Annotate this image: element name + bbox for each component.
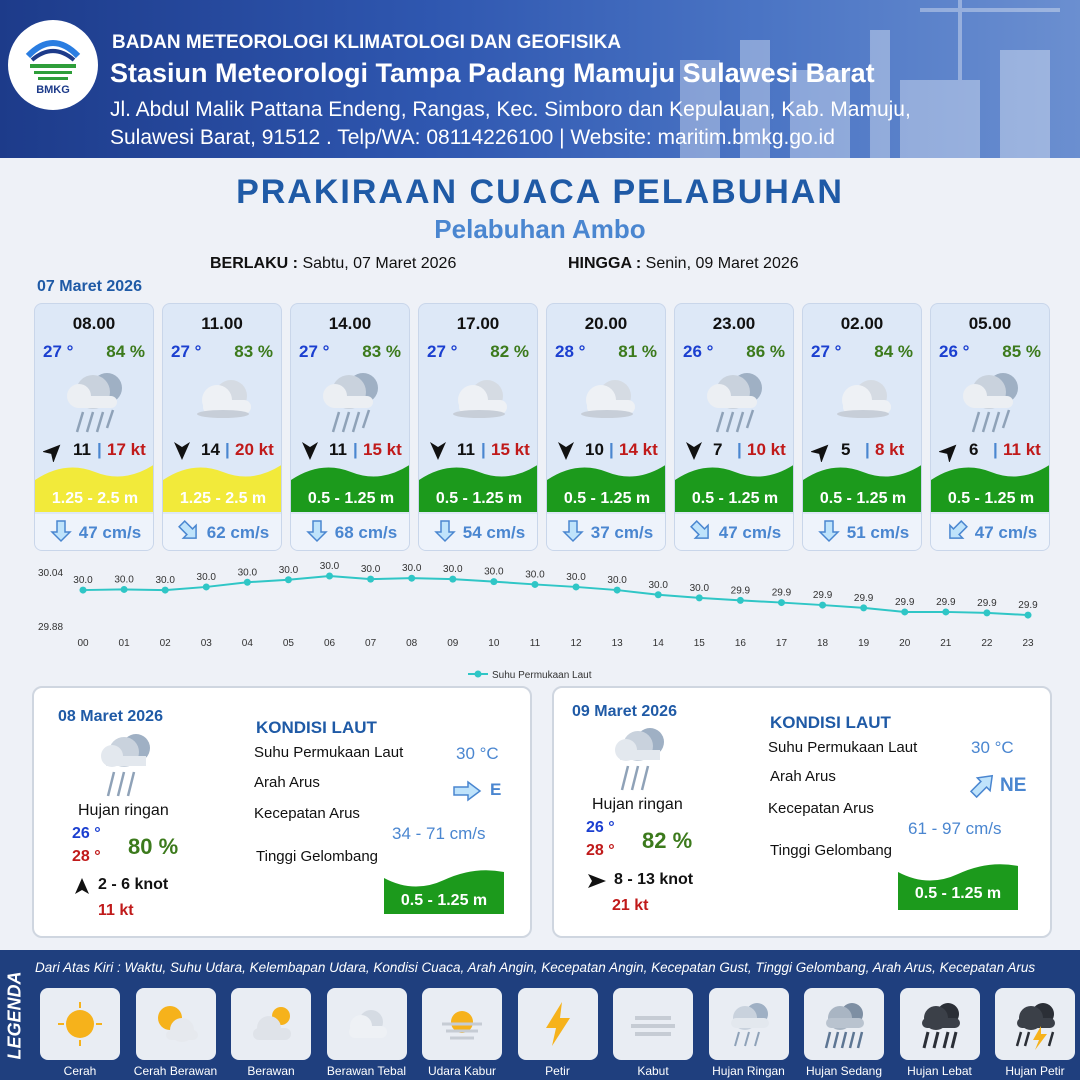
legend-marker bbox=[475, 671, 482, 678]
light-rain-icon bbox=[311, 364, 391, 434]
day3-curdir: NE bbox=[1000, 775, 1027, 796]
light-rain-icon bbox=[608, 724, 678, 794]
day3-tmin: 26 ° bbox=[586, 819, 615, 836]
sst-data-point bbox=[1025, 612, 1032, 619]
gust-speed: 20 kt bbox=[235, 440, 274, 459]
forecast-time: 20.00 bbox=[584, 314, 628, 333]
sst-data-label: 30.0 bbox=[155, 575, 175, 587]
forecast-humidity: 84 % bbox=[874, 342, 913, 361]
valid-to-label: HINGGA : bbox=[568, 255, 642, 272]
wind-separator: | bbox=[737, 440, 742, 459]
valid-from bbox=[210, 255, 456, 273]
x-tick-label: 04 bbox=[241, 638, 253, 649]
gust-speed: 11 kt bbox=[1003, 440, 1041, 459]
wind-separator: | bbox=[225, 440, 230, 459]
legend-item-label: Hujan Petir bbox=[1005, 1064, 1065, 1078]
day3-curspeed-label: Kecepatan Arus bbox=[768, 800, 874, 817]
forecast-card bbox=[802, 303, 922, 551]
day3-date: 09 Maret 2026 bbox=[572, 703, 677, 720]
forecast-card bbox=[546, 303, 666, 551]
sst-data-label: 29.9 bbox=[812, 590, 833, 602]
sst-data-label: 29.9 bbox=[771, 587, 792, 599]
current-speed: 62 cm/s bbox=[206, 523, 270, 542]
current-speed: 37 cm/s bbox=[590, 523, 654, 542]
forecast-current bbox=[163, 514, 282, 551]
day2-wave-label: Tinggi Gelombang bbox=[256, 848, 379, 865]
forecast-current bbox=[803, 514, 922, 551]
forecast-wind bbox=[169, 438, 279, 462]
sst-series-line bbox=[83, 576, 1028, 615]
x-tick-label: 00 bbox=[77, 638, 89, 649]
sst-line-chart bbox=[36, 562, 1046, 682]
x-tick-label: 09 bbox=[447, 638, 459, 649]
gust-speed: 15 kt bbox=[491, 440, 530, 459]
thick-cloud-icon bbox=[439, 364, 519, 434]
haze-icon bbox=[422, 988, 502, 1060]
sst-data-point bbox=[80, 587, 87, 594]
day2-panel bbox=[32, 686, 532, 938]
wind-separator: | bbox=[353, 440, 358, 459]
gust-speed: 14 kt bbox=[619, 440, 658, 459]
x-tick-label: 01 bbox=[118, 638, 130, 649]
legend-item bbox=[709, 988, 789, 1078]
day2-curdir: E bbox=[490, 780, 502, 799]
org-name: BADAN METEOROLOGI KLIMATOLOGI DAN GEOFISIKA bbox=[112, 32, 622, 53]
forecast-wind bbox=[937, 438, 1047, 462]
page-title: PRAKIRAAN CUACA PELABUHAN bbox=[236, 173, 844, 211]
forecast-humidity: 81 % bbox=[618, 342, 657, 361]
current-direction-icon bbox=[305, 519, 329, 548]
day2-condition: Hujan ringan bbox=[78, 802, 169, 819]
thunderstorm-icon bbox=[995, 988, 1075, 1060]
forecast-humidity: 84 % bbox=[106, 342, 145, 361]
current-speed: 68 cm/s bbox=[334, 523, 398, 542]
legend-item bbox=[231, 988, 311, 1078]
day3-humidity: 82 % bbox=[642, 828, 693, 853]
day3-tmax: 28 ° bbox=[586, 842, 615, 859]
current-speed: 51 cm/s bbox=[846, 523, 910, 542]
day2-curdir-label: Arah Arus bbox=[254, 774, 320, 791]
lightning-icon bbox=[518, 988, 598, 1060]
forecast-humidity: 86 % bbox=[746, 342, 785, 361]
forecast-humidity: 85 % bbox=[1002, 342, 1041, 361]
wind-direction-n-icon bbox=[72, 876, 92, 896]
wave-height: 0.5 - 1.25 m bbox=[307, 490, 395, 507]
day3-curdir-label: Arah Arus bbox=[770, 768, 836, 785]
x-tick-label: 17 bbox=[775, 638, 788, 649]
light-rain-icon bbox=[951, 364, 1031, 434]
sst-data-label: 30.0 bbox=[566, 571, 586, 583]
sst-data-label: 30.0 bbox=[689, 582, 710, 594]
forecast-wind bbox=[297, 438, 407, 462]
current-direction-icon bbox=[689, 519, 713, 548]
cloud-icon bbox=[327, 988, 407, 1060]
port-name: Pelabuhan Ambo bbox=[434, 214, 646, 244]
day2-tmax: 28 ° bbox=[72, 848, 101, 865]
sst-data-label: 29.9 bbox=[1018, 600, 1038, 612]
fog-icon bbox=[613, 988, 693, 1060]
x-tick-label: 21 bbox=[940, 638, 952, 649]
bmkg-logo bbox=[8, 20, 98, 110]
chart-legend-label: Suhu Permukaan Laut bbox=[492, 670, 592, 681]
valid-to-value: Senin, 09 Maret 2026 bbox=[645, 255, 799, 272]
wind-speed: 11 bbox=[73, 440, 91, 459]
address-line-2: Sulawesi Barat, 91512 . Telp/WA: 08114226100 | Website: maritim.bmkg.go.id bbox=[110, 126, 835, 149]
sst-data-label: 30.0 bbox=[114, 574, 134, 586]
current-direction-icon bbox=[433, 519, 457, 548]
legend-item-label: Berawan Tebal bbox=[326, 1064, 407, 1078]
light-rain-icon bbox=[55, 364, 135, 434]
forecast-current bbox=[291, 514, 410, 551]
x-tick-label: 12 bbox=[570, 638, 582, 649]
day2-wave: 0.5 - 1.25 m bbox=[400, 892, 488, 909]
forecast-temp: 27 ° bbox=[171, 342, 202, 361]
legend-item bbox=[518, 988, 598, 1078]
forecast-card bbox=[34, 303, 154, 551]
day2-sea-title: KONDISI LAUT bbox=[256, 718, 377, 737]
sst-data-point bbox=[573, 583, 580, 590]
sst-data-point bbox=[490, 578, 497, 585]
forecast-humidity: 83 % bbox=[362, 342, 401, 361]
forecast-wind bbox=[41, 438, 151, 462]
legend-item-label: Udara Kabur bbox=[427, 1064, 497, 1078]
day2-humidity: 80 % bbox=[128, 834, 179, 859]
day3-wind: 8 - 13 knot bbox=[614, 871, 694, 888]
sst-data-label: 30.0 bbox=[360, 564, 381, 576]
legend-description: Dari Atas Kiri : Waktu, Suhu Udara, Kelembapan Udara, Kondisi Cuaca, Arah Angin, Kecepatan Angin, Kecepatan Gust, Tinggi Gelombang, Arah Arus, Kecepatan Arus bbox=[35, 960, 1036, 975]
wave-height: 0.5 - 1.25 m bbox=[435, 490, 523, 507]
sst-data-point bbox=[408, 575, 415, 582]
valid-from-label: BERLAKU : bbox=[210, 255, 298, 272]
current-direction-icon bbox=[817, 519, 841, 548]
day3-wave-label: Tinggi Gelombang bbox=[770, 842, 893, 859]
x-tick-label: 08 bbox=[406, 638, 418, 649]
day3-sea-title: KONDISI LAUT bbox=[770, 713, 891, 732]
wind-speed: 11 bbox=[329, 440, 347, 459]
gust-speed: 10 kt bbox=[747, 440, 786, 459]
sst-data-label: 29.9 bbox=[853, 592, 874, 604]
logo-text: BMKG bbox=[36, 84, 70, 96]
sst-data-label: 30.0 bbox=[443, 564, 463, 576]
current-speed: 47 cm/s bbox=[718, 523, 782, 542]
legend-item bbox=[133, 988, 218, 1078]
sst-data-point bbox=[162, 587, 169, 594]
day2-sst: 30 °C bbox=[456, 744, 499, 763]
sst-data-point bbox=[901, 608, 908, 615]
sst-data-point bbox=[285, 576, 292, 583]
legend-item bbox=[995, 988, 1075, 1078]
forecast-time: 11.00 bbox=[201, 314, 243, 333]
gust-speed: 8 kt bbox=[875, 440, 905, 459]
x-tick-label: 02 bbox=[159, 638, 171, 649]
sst-data-label: 30.0 bbox=[196, 571, 216, 583]
legend-item-label: Kabut bbox=[637, 1064, 669, 1078]
forecast-time: 02.00 bbox=[840, 314, 884, 333]
legend-item-label: Petir bbox=[545, 1064, 570, 1078]
sst-data-label: 30.0 bbox=[237, 567, 258, 579]
heavy-rain-icon bbox=[900, 988, 980, 1060]
sst-data-label: 29.9 bbox=[895, 596, 915, 608]
sst-data-label: 30.0 bbox=[401, 563, 422, 575]
current-speed: 47 cm/s bbox=[78, 523, 142, 542]
legend-item bbox=[900, 988, 980, 1078]
sst-data-label: 30.0 bbox=[319, 562, 340, 572]
wave-height: 0.5 - 1.25 m bbox=[563, 490, 651, 507]
current-speed: 47 cm/s bbox=[974, 523, 1038, 542]
wind-separator: | bbox=[865, 440, 870, 459]
sst-data-label: 30.0 bbox=[525, 569, 545, 581]
forecast-card bbox=[674, 303, 794, 551]
sst-data-point bbox=[203, 583, 210, 590]
legend-item bbox=[804, 988, 884, 1078]
legend-item-label: Cerah Berawan bbox=[133, 1064, 218, 1078]
forecast-temp: 27 ° bbox=[43, 342, 74, 361]
forecast-time: 08.00 bbox=[72, 314, 116, 333]
current-arrow-e-icon bbox=[452, 780, 482, 802]
gust-speed: 15 kt bbox=[363, 440, 402, 459]
wind-separator: | bbox=[97, 440, 102, 459]
sst-data-label: 29.9 bbox=[977, 597, 997, 609]
forecast-current bbox=[931, 514, 1050, 551]
forecast-current bbox=[419, 514, 538, 551]
address-line-1: Jl. Abdul Malik Pattana Endeng, Rangas, Kec. Simboro dan Kepulauan, Kab. Mamuju, bbox=[110, 98, 911, 121]
day2-curspeed: 34 - 71 cm/s bbox=[392, 824, 486, 843]
x-tick-label: 11 bbox=[529, 638, 541, 649]
legend-item-label: Hujan Sedang bbox=[805, 1064, 883, 1078]
sst-data-label: 30.0 bbox=[73, 575, 93, 587]
forecast-wind bbox=[681, 438, 791, 462]
x-tick-label: 10 bbox=[488, 638, 500, 649]
current-arrow-ne-icon bbox=[968, 770, 998, 800]
x-tick-label: 15 bbox=[693, 638, 705, 649]
forecast-current bbox=[547, 514, 666, 551]
x-tick-label: 14 bbox=[652, 638, 664, 649]
day1-date: 07 Maret 2026 bbox=[37, 278, 142, 295]
x-tick-label: 18 bbox=[817, 638, 829, 649]
forecast-wind bbox=[809, 438, 919, 462]
sst-data-point bbox=[983, 609, 990, 616]
legend-item bbox=[326, 988, 407, 1078]
sst-data-label: 30.0 bbox=[484, 566, 504, 578]
day3-condition: Hujan ringan bbox=[592, 796, 683, 813]
wind-direction-e-icon bbox=[586, 871, 608, 891]
day2-curspeed-label: Kecepatan Arus bbox=[254, 805, 360, 822]
sun-cloud-icon bbox=[136, 988, 216, 1060]
sst-data-label: 29.9 bbox=[936, 596, 956, 608]
forecast-card bbox=[418, 303, 538, 551]
forecast-humidity: 82 % bbox=[490, 342, 529, 361]
day3-sst-label: Suhu Permukaan Laut bbox=[768, 739, 918, 756]
forecast-current bbox=[675, 514, 794, 551]
sst-data-point bbox=[860, 604, 867, 611]
sun-icon bbox=[40, 988, 120, 1060]
wind-separator: | bbox=[993, 440, 998, 459]
forecast-time: 05.00 bbox=[968, 314, 1012, 333]
x-tick-label: 13 bbox=[611, 638, 623, 649]
day3-wave: 0.5 - 1.25 m bbox=[914, 885, 1002, 902]
forecast-wind bbox=[553, 438, 663, 462]
legend-item bbox=[613, 988, 693, 1078]
forecast-temp: 27 ° bbox=[811, 342, 842, 361]
x-tick-label: 07 bbox=[365, 638, 377, 649]
forecast-time: 17.00 bbox=[456, 314, 500, 333]
sst-data-point bbox=[326, 573, 333, 580]
gust-speed: 17 kt bbox=[107, 440, 146, 459]
legend-item-label: Hujan Ringan bbox=[712, 1064, 785, 1078]
current-direction-icon bbox=[177, 519, 201, 548]
wind-separator: | bbox=[609, 440, 614, 459]
bmkg-emblem-icon bbox=[22, 34, 84, 82]
sst-data-label: 30.0 bbox=[607, 575, 627, 587]
legend-item-label: Hujan Lebat bbox=[907, 1064, 972, 1078]
light-rain-icon bbox=[709, 988, 789, 1060]
sst-data-label: 30.0 bbox=[648, 579, 668, 591]
sst-data-point bbox=[614, 587, 621, 594]
thick-cloud-icon bbox=[183, 364, 263, 434]
sst-data-point bbox=[737, 597, 744, 604]
wind-speed: 10 bbox=[585, 440, 604, 459]
day2-date: 08 Maret 2026 bbox=[58, 708, 163, 725]
sst-data-point bbox=[367, 576, 374, 583]
x-tick-label: 06 bbox=[323, 638, 336, 649]
sst-data-label: 30.0 bbox=[278, 564, 299, 576]
x-tick-label: 22 bbox=[981, 638, 993, 649]
day3-curspeed: 61 - 97 cm/s bbox=[908, 819, 1002, 838]
day2-gust: 11 kt bbox=[98, 902, 134, 919]
sst-data-point bbox=[696, 594, 703, 601]
wind-speed: 6 bbox=[969, 440, 979, 459]
legend-side-label: LEGENDA bbox=[4, 970, 25, 1060]
valid-from-value: Sabtu, 07 Maret 2026 bbox=[302, 255, 457, 272]
sst-data-point bbox=[942, 608, 949, 615]
forecast-time: 14.00 bbox=[328, 314, 372, 333]
legend-item-label: Cerah bbox=[63, 1064, 97, 1078]
wave-height: 1.25 - 2.5 m bbox=[179, 490, 267, 507]
x-tick-label: 19 bbox=[858, 638, 870, 649]
sst-data-point bbox=[778, 599, 785, 606]
day3-panel bbox=[552, 686, 1052, 938]
x-tick-label: 03 bbox=[200, 638, 212, 649]
day2-wind: 2 - 6 knot bbox=[98, 876, 169, 893]
y-tick-label: 30.04 bbox=[38, 568, 64, 579]
forecast-temp: 26 ° bbox=[939, 342, 970, 361]
valid-to bbox=[568, 255, 799, 273]
wave-height: 1.25 - 2.5 m bbox=[51, 490, 139, 507]
forecast-card bbox=[930, 303, 1050, 551]
legend-bar bbox=[0, 950, 1080, 1080]
sst-data-point bbox=[655, 591, 662, 598]
x-tick-label: 16 bbox=[734, 638, 746, 649]
legend-item-label: Berawan bbox=[247, 1064, 295, 1078]
forecast-temp: 28 ° bbox=[555, 342, 586, 361]
wind-speed: 14 bbox=[201, 440, 220, 459]
sst-data-point bbox=[531, 581, 538, 588]
current-direction-icon bbox=[49, 519, 73, 548]
light-rain-icon bbox=[695, 364, 775, 434]
wind-speed: 7 bbox=[713, 440, 723, 459]
wind-speed: 5 bbox=[841, 440, 851, 459]
forecast-card bbox=[162, 303, 282, 551]
forecast-temp: 27 ° bbox=[299, 342, 330, 361]
day3-sst: 30 °C bbox=[971, 738, 1014, 757]
y-tick-label: 29.88 bbox=[38, 622, 64, 633]
moderate-rain-icon bbox=[804, 988, 884, 1060]
forecast-card bbox=[290, 303, 410, 551]
station-address bbox=[110, 96, 1050, 152]
x-tick-label: 23 bbox=[1022, 638, 1034, 649]
wind-separator: | bbox=[481, 440, 486, 459]
wind-speed: 11 bbox=[457, 440, 475, 459]
cloud-sun-icon bbox=[231, 988, 311, 1060]
forecast-humidity: 83 % bbox=[234, 342, 273, 361]
sst-data-point bbox=[244, 579, 251, 586]
x-tick-label: 05 bbox=[282, 638, 294, 649]
station-name: Stasiun Meteorologi Tampa Padang Mamuju Sulawesi Barat bbox=[110, 58, 875, 88]
sst-data-point bbox=[449, 576, 456, 583]
forecast-temp: 27 ° bbox=[427, 342, 458, 361]
wave-height: 0.5 - 1.25 m bbox=[947, 490, 1035, 507]
forecast-time: 23.00 bbox=[712, 314, 756, 333]
x-tick-label: 20 bbox=[899, 638, 911, 649]
header-banner bbox=[0, 0, 1080, 158]
thick-cloud-icon bbox=[567, 364, 647, 434]
current-speed: 54 cm/s bbox=[462, 523, 526, 542]
sst-data-point bbox=[121, 586, 128, 593]
sst-data-label: 29.9 bbox=[730, 585, 751, 597]
forecast-wind bbox=[425, 438, 535, 462]
wave-height: 0.5 - 1.25 m bbox=[691, 490, 779, 507]
day3-gust: 21 kt bbox=[612, 897, 649, 914]
legend-item bbox=[40, 988, 120, 1078]
forecast-temp: 26 ° bbox=[683, 342, 714, 361]
current-direction-icon bbox=[945, 519, 969, 548]
legend-item bbox=[422, 988, 502, 1078]
light-rain-icon bbox=[94, 730, 164, 800]
day2-tmin: 26 ° bbox=[72, 825, 101, 842]
forecast-current bbox=[35, 514, 154, 551]
sst-data-point bbox=[819, 602, 826, 609]
thick-cloud-icon bbox=[823, 364, 903, 434]
day2-sst-label: Suhu Permukaan Laut bbox=[254, 744, 404, 761]
wave-height: 0.5 - 1.25 m bbox=[819, 490, 907, 507]
current-direction-icon bbox=[561, 519, 585, 548]
